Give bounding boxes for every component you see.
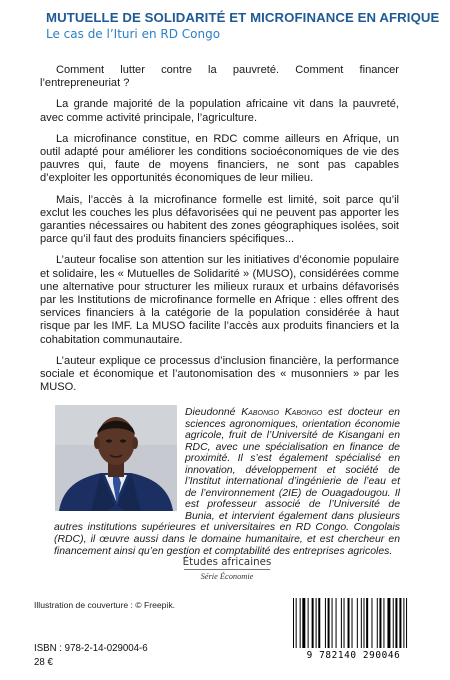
barcode-bar [312, 598, 314, 648]
author-surname: Kabongo Kabongo [241, 407, 323, 418]
barcode-bar [293, 598, 294, 648]
barcode-bar [332, 598, 333, 648]
barcode-bar [352, 598, 353, 648]
series-divider [184, 569, 270, 570]
barcode-bar [341, 598, 342, 648]
barcode-bar [336, 598, 337, 648]
series-name: Études africaines [182, 556, 272, 568]
series-subname: Série Économie [200, 572, 254, 581]
photo-spacer [54, 407, 185, 513]
barcode-bar [406, 598, 407, 648]
barcode-bar [379, 598, 381, 648]
series-logo [168, 556, 286, 584]
barcode-bar [316, 598, 317, 648]
author-first-name: Dieudonné [185, 407, 236, 418]
barcode-bar [387, 598, 390, 648]
blurb [40, 64, 399, 402]
barcode-bar [357, 598, 358, 648]
barcode-bar [371, 598, 372, 648]
author-bio [54, 407, 400, 557]
barcode-bar [318, 598, 320, 648]
barcode-bar [302, 598, 305, 648]
price: 28 € [34, 657, 53, 668]
barcode-bar [325, 598, 326, 648]
barcode-bar [383, 598, 384, 648]
barcode-bar [366, 598, 368, 648]
author-bio-text: est docteur en sciences agronomiques, orientation économie agricole, fruit de l’Université de Kisangani en RDC, avec une spécialisation en finance de proximité. Il s’est également spécialisé en innovation, développement et société de l’Institut international d’ingénierie de l’eau et de l’environnement (2IE) de Ouagadougou. Il est professeur associé de l’Université de Bunia, et intervient également dans plusieurs autres institutions supérieures et universitaires en RD Congo. Congolais (RDC), il œuvre aussi dans le domaine humanitaire, et est chercheur en financement ainsi qu’en gestion et comptabilité des entreprises agricoles. [54, 407, 400, 557]
barcode-digits: 9 782140 290046 [306, 650, 401, 661]
isbn: ISBN : 978-2-14-029004-6 [34, 643, 148, 654]
barcode-bar [393, 598, 394, 648]
blurb-paragraph: La grande majorité de la population africaine vit dans la pauvreté, avec comme activité principale, l’agriculture. [40, 98, 399, 124]
barcode-bar [344, 598, 345, 648]
book-subtitle: Le cas de l’Ituri en RD Congo [46, 27, 221, 41]
barcode-bar [308, 598, 309, 648]
blurb-paragraph: Comment lutter contre la pauvreté. Comment financer l’entrepreneuriat ? [40, 64, 399, 90]
blurb-paragraph: La microfinance constitue, en RDC comme ailleurs en Afrique, un outil adapté pour améliorer les conditions socioéconomiques de vie des pauvres qui, faute de moyens financiers, ne sont pas capables d’exploiter les opportunités économiques de leur milieu. [40, 132, 399, 185]
barcode-bar [363, 598, 364, 648]
cover-credit: Illustration de couverture : © Freepik. [34, 600, 176, 610]
barcode-bar [328, 598, 330, 648]
barcode-bar [395, 598, 397, 648]
barcode-bar [361, 598, 362, 648]
barcode-bar [348, 598, 350, 648]
blurb-paragraph: L’auteur focalise son attention sur les initiatives d’économie populaire et solidaire, les « Mutuelles de Solidarité » (MUSO), considérées comme une alternative pour structurer les milieux ruraux et urbains défavorisés par les Institutions de microfinance formelle en Afrique : elles offrent des services financiers à la catégorie de la population considérée à haut risque par les IMF. La MUSO facilite l’accès aux produits financiers et la cohabitation communautaire. [40, 254, 399, 346]
barcode-bar [399, 598, 401, 648]
barcode-bar [377, 598, 378, 648]
blurb-paragraph: L’auteur explique ce processus d’inclusion financière, la performance sociale et économique et l’autonomisation des « musonniers » par les MUSO. [40, 354, 399, 394]
barcode [285, 596, 422, 665]
barcode-bar [300, 598, 301, 648]
book-title: MUTUELLE DE SOLIDARITÉ ET MICROFINANCE EN AFRIQUE [46, 10, 440, 25]
barcode-bar [403, 598, 404, 648]
barcode-bar [296, 598, 297, 648]
blurb-paragraph: Mais, l’accès à la microfinance formelle est limité, soit parce qu’il exclut les couches les plus défavorisées qui ne peuvent pas apporter les garanties nécessaires ou habitent des zones géographiques isolées, soit parce qu’il faut des produits financiers spécifiques... [40, 193, 399, 246]
barcode-bars [293, 598, 415, 650]
